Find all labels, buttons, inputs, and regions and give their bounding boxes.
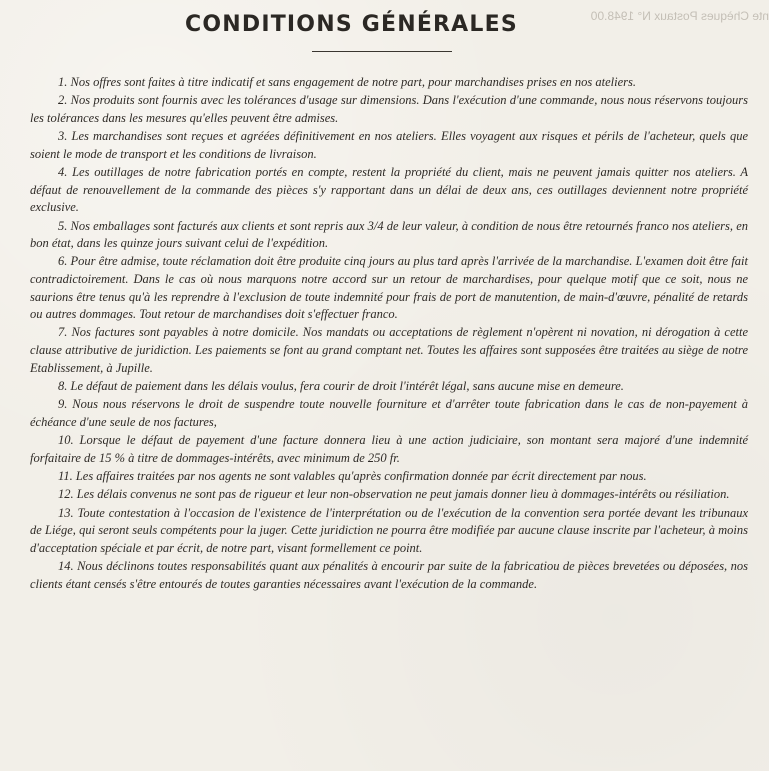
clause-13: 13. Toute contestation à l'occasion de l'existence de l'interprétation ou de l'exécution de la convention sera portée devant les tribunaux de Liége, qui seront seuls compétents pour la juger. Cette juridiction ne pourra être modifiée par aucune clause inscrite par l'acheteur, à moins d'acceptation spéciale et par écrit, de notre part, visant formellement ce point. xyxy=(30,505,748,555)
clause-1: 1. Nos offres sont faites à titre indicatif et sans engagement de notre part, pour marchandises prises en nos ateliers. xyxy=(58,75,636,89)
clause-4: 4. Les outillages de notre fabrication portés en compte, restent la propriété du client, mais ne peuvent jamais quitter nos ateliers. A défaut de renouvellement de la commande des pièces s'y rapportant dans un délai de deux ans, ces outillages deviennent notre propriété exclusive. xyxy=(30,165,748,215)
clause-7: 7. Nos factures sont payables à notre domicile. Nos mandats ou acceptations de règlement n'opèrent ni novation, ni dérogation à cette clause attributive de juridiction. Les paiements se font au grand comptant net. Toutes les affaires sont supposées être traitées au siège de notre Etablissement, à Jupille. xyxy=(30,325,748,375)
clause-2: 2. Nos produits sont fournis avec les tolérances d'usage sur dimensions. Dans l'exécution d'une commande, nous nous réservons toujours les tolérances dans les mesures qu'elles peuvent être admises. xyxy=(30,93,748,125)
clause-10: 10. Lorsque le défaut de payement d'une facture donnera lieu à une action judiciaire, son montant sera majoré d'une indemnité forfaitaire de 15 % à titre de dommages-intérêts, avec minimum de 250 fr. xyxy=(30,433,748,465)
clause-12: 12. Les délais convenus ne sont pas de rigueur et leur non-observation ne peut jamais donner lieu à dommages-intérêts ou résiliation. xyxy=(58,487,730,502)
document-title: CONDITIONS GÉNÉRALES xyxy=(185,12,518,37)
clause-5: 5. Nos emballages sont facturés aux clients et sont repris aux 3/4 de leur valeur, à condition de nous être retournés franco nos ateliers, en bon état, dans les quinze jours suivant celui de l'expédition. xyxy=(30,218,748,251)
clause-14: 14. Nous déclinons toutes responsabilités quant aux pénalités à encourir par suite de la fabricatiou de pièces brevetées ou déposées, nos clients étant censés s'être entourés de toutes garanties nécessaires avant l'exécution de la commande. xyxy=(30,558,748,591)
clause-11: 11. Les affaires traitées par nos agents ne sont valables qu'après confirmation donnée par écrit directement par nous. xyxy=(58,468,647,483)
clauses-list xyxy=(30,74,748,594)
bleed-through-stamp: nte Chèques Postaux N° 1948.00 xyxy=(590,9,769,23)
clause-8: 8. Le défaut de paiement dans les délais voulus, fera courir de droit l'intérêt légal, sans aucune mise en demeure. xyxy=(58,378,624,393)
clause-3: 3. Les marchandises sont reçues et agréées définitivement en nos ateliers. Elles voyagent aux risques et périls de l'acheteur, quels que soient le mode de transport et les conditions de livraison. xyxy=(30,129,748,161)
clause-9: 9. Nous nous réservons le droit de suspendre toute nouvelle fourniture et d'arrêter toute fabrication dans le cas de non-payement à échéance d'une seule de nos factures, xyxy=(30,397,748,429)
title-underline xyxy=(312,51,452,52)
clause-6: 6. Pour être admise, toute réclamation doit être produite cinq jours au plus tard après l'arrivée de la marchandise. L'examen doit être fait contradictoirement. Dans le cas où nous marquons notre accord sur un retour de marchardises, pour quelque motif que ce soit, nous ne saurions être tenus qu'à les reprendre à l'exclusion de toute indemnité pour frais de port de manutention, de main-d'œuvre, pénalité de retards ou autres dommages. Tout retour de marchandises doit s'effectuer franco. xyxy=(30,254,748,322)
